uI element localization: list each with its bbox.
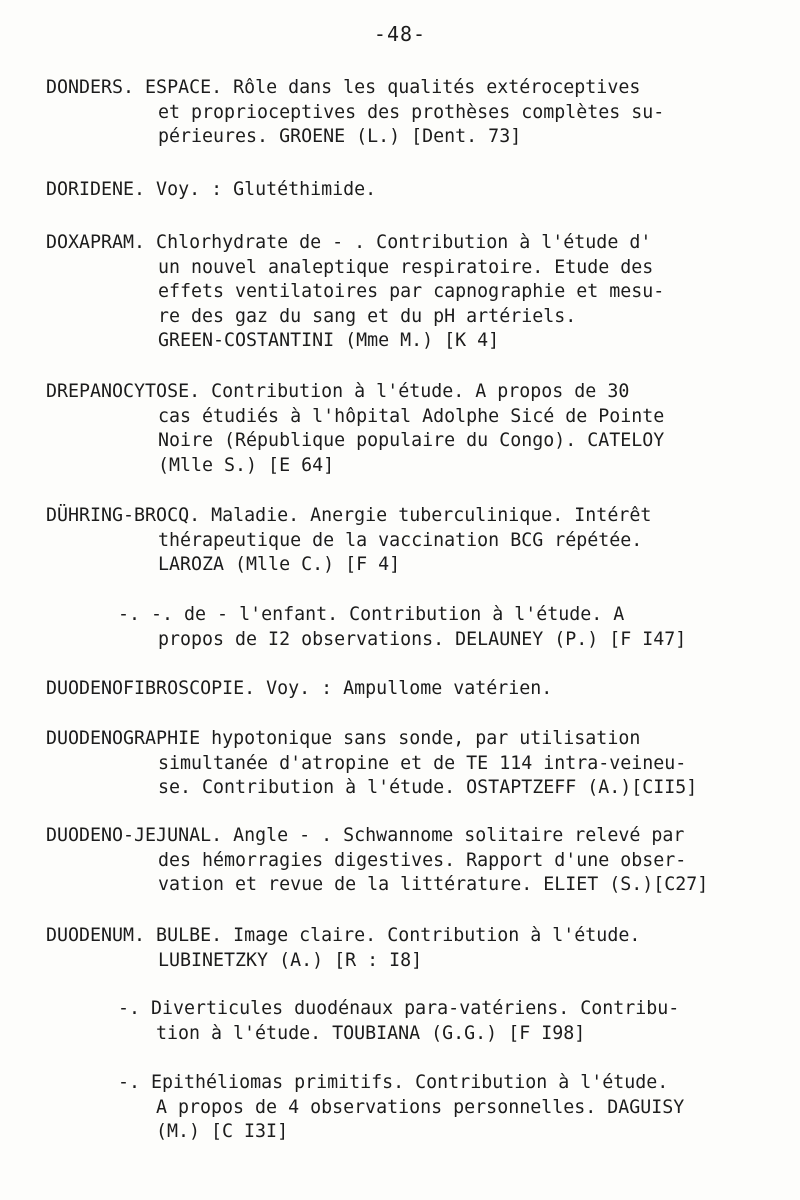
entry-line: re des gaz du sang et du pH artériels. [158, 305, 577, 327]
index-subentry-diverticules [118, 997, 800, 1046]
entry-line: se. Contribution à l'étude. OSTAPTZEFF (A.)[CII5] [158, 777, 698, 798]
entry-line: Noire (République populaire du Congo). CATELOY [158, 430, 665, 451]
index-entry-duodenum [46, 924, 786, 973]
index-entry-duodenofibroscopie [46, 677, 786, 702]
entry-line: simultanée d'atropine et de TE 114 intra-veineu- [158, 752, 687, 774]
entry-line: DUODENOFIBROSCOPIE. Voy. : Ampullome vatérien. [46, 678, 553, 699]
entry-line: tion à l'étude. TOUBIANA (G.G.) [F I98] [156, 1022, 586, 1044]
entry-line: DOXAPRAM. Chlorhydrate de - . Contribution à l'étude d' [46, 232, 652, 253]
entry-line: et proprioceptives des prothèses complètes su- [158, 101, 665, 123]
entry-line: LAROZA (Mlle C.) [F 4] [158, 554, 401, 575]
index-entry-drepanocytose [46, 380, 786, 478]
entry-line: DORIDENE. Voy. : Glutéthimide. [46, 179, 377, 200]
entry-line: thérapeutique de la vaccination BCG répétée. [158, 529, 643, 551]
entry-line: GREEN-COSTANTINI (Mme M.) [K 4] [158, 330, 500, 351]
entry-line: DUODENOGRAPHIE hypotonique sans sonde, par utilisation [46, 728, 641, 749]
index-subentry-epitheliomas [118, 1071, 800, 1145]
index-entry-duodeno-jejunal [46, 824, 786, 898]
index-entry-doxapram [46, 231, 786, 354]
entry-line: propos de I2 observations. DELAUNEY (P.) [F I47] [158, 628, 687, 650]
entry-line: périeures. GROENE (L.) [Dent. 73] [158, 126, 522, 147]
entry-line: A propos de 4 observations personnelles. DAGUISY [156, 1096, 685, 1118]
index-entry-doridene [46, 178, 786, 203]
index-subentry-enfant [118, 603, 800, 652]
entry-line: DUODENUM. BULBE. Image claire. Contribution à l'étude. [46, 925, 641, 946]
page-number: -48- [373, 22, 427, 46]
entry-line: -. Epithéliomas primitifs. Contribution à l'étude. [118, 1072, 669, 1093]
entry-line: DREPANOCYTOSE. Contribution à l'étude. A propos de 30 [46, 381, 630, 402]
entry-line: cas étudiés à l'hôpital Adolphe Sicé de Pointe [158, 405, 665, 427]
entry-line: un nouvel analeptique respiratoire. Etude des [158, 256, 654, 278]
index-entry-duhring-brocq [46, 504, 786, 578]
entry-line: effets ventilatoires par capnographie et mesu- [158, 281, 665, 302]
entry-line: -. Diverticules duodénaux para-vatériens. Contribu- [118, 998, 680, 1019]
entry-line: (Mlle S.) [E 64] [158, 454, 335, 476]
entry-line: DUODENO-JEJUNAL. Angle - . Schwannome solitaire relevé par [46, 825, 685, 846]
index-entry-donders [46, 76, 786, 150]
entry-line: vation et revue de la littérature. ELIET (S.)[C27] [158, 874, 709, 895]
index-entry-duodenographie [46, 727, 786, 801]
entry-line: LUBINETZKY (A.) [R : I8] [158, 949, 423, 971]
entry-line: DONDERS. ESPACE. Rôle dans les qualités extéroceptives [46, 77, 641, 98]
entry-line: -. -. de - l'enfant. Contribution à l'étude. A [118, 604, 625, 625]
entry-line: (M.) [C I3I] [156, 1121, 289, 1142]
entry-line: des hémorragies digestives. Rapport d'une obser- [158, 849, 687, 871]
entry-line: DÜHRING-BROCQ. Maladie. Anergie tuberculinique. Intérêt [46, 505, 652, 526]
